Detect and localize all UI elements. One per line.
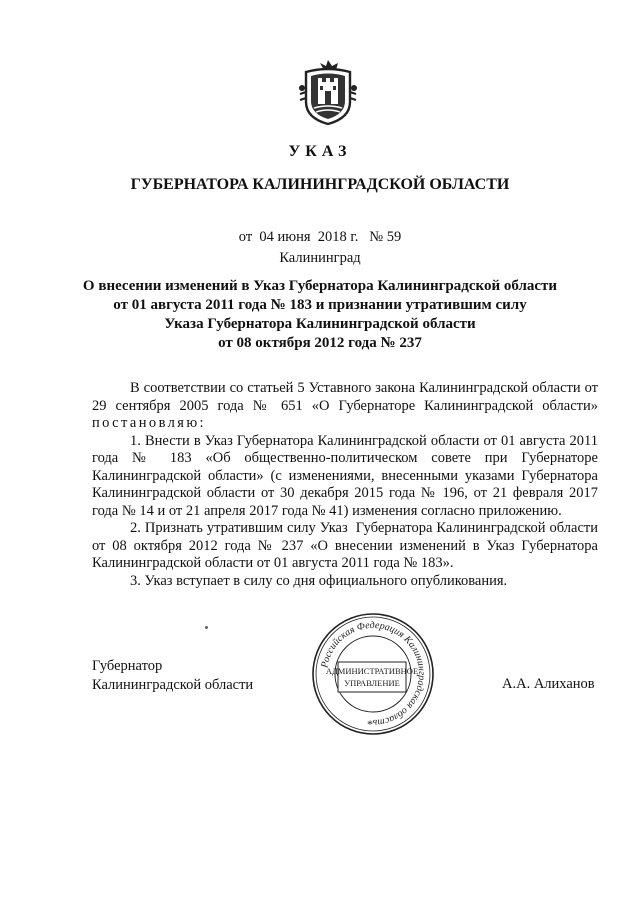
scan-mark bbox=[205, 626, 208, 629]
position-line: Калининградской области bbox=[92, 677, 254, 693]
preamble-text: В соответствии со статьей 5 Уставного закона Калининградской области от 29 сентября 2005 года № 651 «О Губернаторе Калининградской области» bbox=[92, 380, 598, 414]
heading-line: от 08 октября 2012 года № 237 bbox=[218, 335, 422, 351]
preamble-paragraph bbox=[92, 380, 598, 433]
heading-line: О внесении изменений в Указ Губернатора Калининградской области bbox=[82, 278, 558, 294]
item-1: 1. Внести в Указ Губернатора Калининградской области от 01 августа 2011 года № 183 «Об общественно-политическом совете при Губернаторе Калининградской области» (с изменениями, внесенными указами Губернатора Калининградской области от 30 декабря 2015 года № 196, от 21 февраля 2017 года № 14 и от 21 апреля 2017 года № 41) изменения согласно приложению. bbox=[92, 432, 598, 519]
stamp-star: * bbox=[367, 717, 373, 731]
stamp-inner-line: АДМИНИСТРАТИВНОЕ bbox=[325, 666, 419, 676]
stamp-inner-line: УПРАВЛЕНИЕ bbox=[344, 678, 400, 688]
city-name: Калининград bbox=[279, 250, 361, 266]
document-title: УКАЗ bbox=[288, 143, 352, 160]
decree-body bbox=[92, 380, 602, 590]
signatory-name: А.А. Алиханов bbox=[502, 676, 595, 692]
stamp-ring-text: Российская Федерация Калининградская область bbox=[319, 619, 428, 729]
item-2: 2. Признать утратившим силу Указ Губернатора Калининградской области от 08 октября 2012 года № 237 «О внесении изменений в Указ Губернатора Калининградской области от 01 августа 2011 года № 183». bbox=[92, 520, 602, 571]
decree-word: постановляю: bbox=[92, 415, 206, 431]
position-line: Губернатор bbox=[92, 658, 163, 674]
signatory-position bbox=[92, 657, 253, 695]
document-subtitle: ГУБЕРНАТОРА КАЛИНИНГРАДСКОЙ ОБЛАСТИ bbox=[130, 176, 510, 193]
date-number-line: от 04 июня 2018 г. № 59 bbox=[238, 229, 402, 245]
official-stamp bbox=[306, 610, 440, 738]
item-3: 3. Указ вступает в силу со дня официального опубликования. bbox=[130, 572, 508, 589]
heading-line: от 01 августа 2011 года № 183 и признании утратившим силу bbox=[113, 297, 527, 313]
coat-of-arms-emblem bbox=[298, 58, 358, 126]
heading-line: Указа Губернатора Калининградской области bbox=[164, 316, 476, 332]
decree-heading bbox=[0, 277, 640, 353]
